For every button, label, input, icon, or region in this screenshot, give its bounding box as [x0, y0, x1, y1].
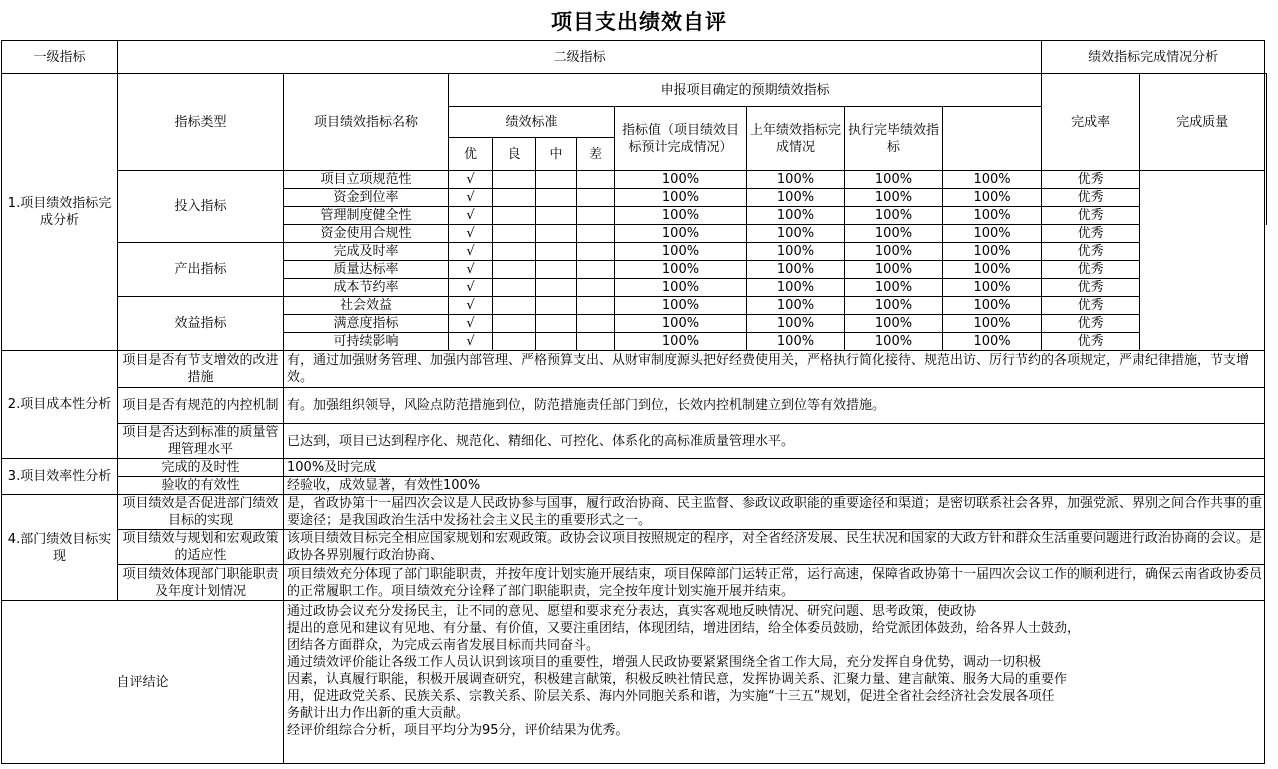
grade-average-cell — [536, 297, 577, 315]
last-year-value: 100% — [747, 189, 845, 207]
answer-cell: 已达到，项目已达到程序化、规范化、精细化、可控化、体系化的高标准质量管理水平。 — [284, 424, 1265, 459]
grade-average-cell — [536, 243, 577, 261]
indicator-name: 可持续影响 — [284, 333, 449, 351]
header-level1: 一级指标 — [2, 41, 118, 74]
question-cell: 项目绩效与规划和宏观政策的适应性 — [118, 530, 284, 565]
conclusion-line: 通过政协会议充分发扬民主，让不同的意见、愿望和要求充分表达，真实客观地反映情况、研究问题、思考政策，使政协 — [287, 604, 977, 619]
grade-good-cell — [493, 207, 536, 225]
last-year-value: 100% — [747, 171, 845, 189]
check-mark: √ — [449, 243, 493, 261]
header-quality: 完成质量 — [1140, 74, 1265, 171]
answer-cell: 有。加强组织领导，风险点防范措施到位，防范措施责任部门到位，长效内控机制建立到位等有效措施。 — [284, 388, 1265, 424]
section1-label: 1.项目绩效指标完成分析 — [2, 74, 118, 351]
answer-cell: 项目绩效充分体现了部门职能职责，并按年度计划实施开展结束，项目保障部门运转正常，运行高速，保障省政协第十一届四次会议工作的顺利进行，确保云南省政协委员的正常履职工作。项目绩效充分诠释了部门职能职责，完全按年度计划实施开展并结束。 — [284, 565, 1265, 601]
grade-good-cell — [493, 279, 536, 297]
target-value: 100% — [615, 171, 747, 189]
table-row — [2, 459, 1276, 477]
indicator-type: 投入指标 — [118, 171, 284, 243]
grade-average-cell — [536, 189, 577, 207]
exec-value: 100% — [845, 297, 943, 315]
target-value: 100% — [615, 243, 747, 261]
grade-good-cell — [493, 261, 536, 279]
target-value: 100% — [615, 297, 747, 315]
table-row — [2, 297, 1276, 315]
completion-rate-value: 100% — [943, 243, 1042, 261]
grade-average-cell — [536, 279, 577, 297]
grade-poor-cell — [577, 333, 615, 351]
last-year-value: 100% — [747, 333, 845, 351]
table-row — [2, 351, 1276, 388]
quality-value: 优秀 — [1042, 315, 1140, 333]
exec-value: 100% — [845, 225, 943, 243]
header-standard: 绩效标准 — [449, 107, 615, 138]
indicator-name: 项目立项规范性 — [284, 171, 449, 189]
grade-average-cell — [536, 261, 577, 279]
conclusion-text — [284, 601, 1265, 764]
conclusion-line: 务献计出力作出新的重大贡献。 — [287, 706, 470, 721]
grade-poor-cell — [577, 315, 615, 333]
header-analysis: 绩效指标完成情况分析 — [1042, 41, 1265, 74]
completion-rate-value: 100% — [943, 225, 1042, 243]
quality-value: 优秀 — [1042, 333, 1140, 351]
last-year-value: 100% — [747, 315, 845, 333]
description-cell — [1140, 315, 1265, 333]
description-cell — [1140, 297, 1265, 315]
last-year-value: 100% — [747, 279, 845, 297]
header-name: 项目绩效指标名称 — [284, 74, 449, 171]
indicator-type: 效益指标 — [118, 297, 284, 351]
indicator-name: 满意度指标 — [284, 315, 449, 333]
last-year-value: 100% — [747, 225, 845, 243]
table-row — [2, 388, 1276, 424]
target-value: 100% — [615, 225, 747, 243]
grade-good-cell — [493, 333, 536, 351]
quality-value: 优秀 — [1042, 189, 1140, 207]
indicator-name: 完成及时率 — [284, 243, 449, 261]
grade-poor-cell — [577, 297, 615, 315]
target-value: 100% — [615, 261, 747, 279]
completion-rate-value: 100% — [943, 279, 1042, 297]
page-title: 项目支出绩效自评 — [551, 10, 727, 34]
description-cell — [1140, 225, 1265, 243]
header-last-year: 上年绩效指标完成情况 — [747, 107, 845, 171]
check-mark: √ — [449, 261, 493, 279]
grade-average-cell — [536, 171, 577, 189]
check-mark: √ — [449, 315, 493, 333]
header-type: 指标类型 — [118, 74, 284, 171]
description-cell — [1140, 279, 1265, 297]
indicator-name: 资金到位率 — [284, 189, 449, 207]
header-level2: 二级指标 — [118, 41, 1042, 74]
table-row — [2, 530, 1276, 565]
grade-average-cell — [536, 207, 577, 225]
exec-value: 100% — [845, 333, 943, 351]
quality-value: 优秀 — [1042, 297, 1140, 315]
target-value: 100% — [615, 279, 747, 297]
grade-poor-cell — [577, 279, 615, 297]
exec-value: 100% — [845, 189, 943, 207]
table-row — [2, 495, 1276, 530]
completion-rate-value: 100% — [943, 315, 1042, 333]
question-cell: 项目绩效是否促进部门绩效目标的实现 — [118, 495, 284, 530]
question-cell: 项目绩效体现部门职能职责及年度计划情况 — [118, 565, 284, 601]
completion-rate-value: 100% — [943, 189, 1042, 207]
grade-average-cell — [536, 315, 577, 333]
target-value: 100% — [615, 207, 747, 225]
check-mark: √ — [449, 279, 493, 297]
quality-value: 优秀 — [1042, 225, 1140, 243]
grade-good-cell — [493, 189, 536, 207]
quality-value: 优秀 — [1042, 261, 1140, 279]
question-cell: 完成的及时性 — [118, 459, 284, 477]
conclusion-label: 自评结论 — [2, 601, 284, 764]
section4-label: 4.部门绩效目标实现 — [2, 495, 118, 601]
header-target: 指标值（项目绩效目标预计完成情况） — [615, 107, 747, 171]
header-after-exec: 执行完毕绩效指标 — [845, 107, 943, 171]
completion-rate-value: 100% — [943, 297, 1042, 315]
question-cell: 验收的有效性 — [118, 477, 284, 495]
quality-value: 优秀 — [1042, 171, 1140, 189]
quality-value: 优秀 — [1042, 207, 1140, 225]
check-mark: √ — [449, 207, 493, 225]
indicator-name: 质量达标率 — [284, 261, 449, 279]
conclusion-line: 提出的意见和建议有见地、有分量、有价值，又要注重团结，体现团结，增进团结，给全体委员鼓励，给党派团体鼓劲，给各界人士鼓劲， — [287, 621, 1081, 636]
grade-poor-cell — [577, 207, 615, 225]
answer-cell: 有，通过加强财务管理、加强内部管理、严格预算支出、从财审制度源头把好经费使用关，严格执行简化接待、规范出访、厉行节约的各项规定，严肃纪律措施，节支增效。 — [284, 351, 1265, 388]
performance-table — [1, 40, 1276, 764]
grade-poor-cell — [577, 189, 615, 207]
grade-good-cell — [493, 225, 536, 243]
quality-value: 优秀 — [1042, 279, 1140, 297]
table-row — [2, 243, 1276, 261]
conclusion-line: 团结各方面群众，为完成云南省发展目标而共同奋斗。 — [287, 638, 600, 653]
table-row — [2, 171, 1276, 189]
grade-average-cell — [536, 225, 577, 243]
check-mark: √ — [449, 189, 493, 207]
description-cell — [1140, 333, 1265, 351]
indicator-type: 产出指标 — [118, 243, 284, 297]
indicator-name: 资金使用合规性 — [284, 225, 449, 243]
last-year-value: 100% — [747, 207, 845, 225]
completion-rate-value: 100% — [943, 333, 1042, 351]
quality-value: 优秀 — [1042, 243, 1140, 261]
exec-value: 100% — [845, 171, 943, 189]
completion-rate-value: 100% — [943, 207, 1042, 225]
exec-value: 100% — [845, 243, 943, 261]
table-row — [2, 477, 1276, 495]
last-year-value: 100% — [747, 297, 845, 315]
conclusion-line: 经评价组综合分析，项目平均分为95分，评价结果为优秀。 — [287, 723, 629, 738]
conclusion-line: 通过绩效评价能让各级工作人员认识到该项目的重要性，增强人民政协要紧紧围绕全省工作大局，充分发挥自身优势，调动一切积极 — [287, 655, 1042, 670]
indicator-name: 管理制度健全性 — [284, 207, 449, 225]
check-mark: √ — [449, 297, 493, 315]
answer-cell: 经验收，成效显著，有效性100% — [284, 477, 1265, 495]
answer-cell: 100%及时完成 — [284, 459, 1265, 477]
question-cell: 项目是否有规范的内控机制 — [118, 388, 284, 424]
section3-label: 3.项目效率性分析 — [2, 459, 118, 495]
check-mark: √ — [449, 225, 493, 243]
completion-rate-value: 100% — [943, 171, 1042, 189]
grade-good-cell — [493, 315, 536, 333]
question-cell: 项目是否达到标准的质量管理管理水平 — [118, 424, 284, 459]
last-year-value: 100% — [747, 261, 845, 279]
answer-cell: 该项目绩效目标完全相应国家规划和宏观政策。政协会议项目按照规定的程序，对全省经济发展、民生状况和国家的大政方针和群众生活重要问题进行政治协商的会议。是政协各界别履行政治协商、 — [284, 530, 1265, 565]
grade-average: 中 — [536, 138, 577, 171]
description-cell — [1140, 243, 1265, 261]
grade-good-cell — [493, 243, 536, 261]
header-declared: 申报项目确定的预期绩效指标 — [449, 74, 1042, 107]
table-row — [2, 424, 1276, 459]
grade-poor-cell — [577, 243, 615, 261]
answer-cell: 是，省政协第十一届四次会议是人民政协参与国事，履行政治协商、民主监督、参政议政职能的重要途径和渠道；是密切联系社会各界，加强党派、界别之间合作共事的重要途径；是我国政治生活中发扬社会主义民主的重要形式之一。 — [284, 495, 1265, 530]
completion-rate-value: 100% — [943, 261, 1042, 279]
grade-good-cell — [493, 297, 536, 315]
grade-excellent: 优 — [449, 138, 493, 171]
grade-poor-cell — [577, 261, 615, 279]
conclusion-row — [2, 601, 1276, 764]
exec-value: 100% — [845, 279, 943, 297]
grade-poor: 差 — [577, 138, 615, 171]
exec-value: 100% — [845, 261, 943, 279]
grade-poor-cell — [577, 225, 615, 243]
last-year-value: 100% — [747, 243, 845, 261]
indicator-name: 成本节约率 — [284, 279, 449, 297]
grade-average-cell — [536, 333, 577, 351]
check-mark: √ — [449, 333, 493, 351]
header-completion-rate: 完成率 — [1042, 74, 1140, 171]
question-cell: 项目是否有节支增效的改进措施 — [118, 351, 284, 388]
exec-value: 100% — [845, 315, 943, 333]
target-value: 100% — [615, 315, 747, 333]
grade-poor-cell — [577, 171, 615, 189]
description-cell — [1140, 261, 1265, 279]
target-value: 100% — [615, 333, 747, 351]
conclusion-line: 因素，认真履行职能，积极开展调查研究，积极建言献策，积极反映社情民意，发挥协调关系、汇聚力量、建言献策、服务大局的重要作 — [287, 672, 1068, 687]
conclusion-line: 用，促进政党关系、民族关系、宗教关系、阶层关系、海内外同胞关系和谐，为实施“十三五”规划，促进全省社会经济社会发展各项任 — [287, 689, 1055, 704]
target-value: 100% — [615, 189, 747, 207]
check-mark: √ — [449, 171, 493, 189]
grade-good: 良 — [493, 138, 536, 171]
section2-label: 2.项目成本性分析 — [2, 351, 118, 459]
indicator-name: 社会效益 — [284, 297, 449, 315]
exec-value: 100% — [845, 207, 943, 225]
grade-good-cell — [493, 171, 536, 189]
table-row — [2, 565, 1276, 601]
